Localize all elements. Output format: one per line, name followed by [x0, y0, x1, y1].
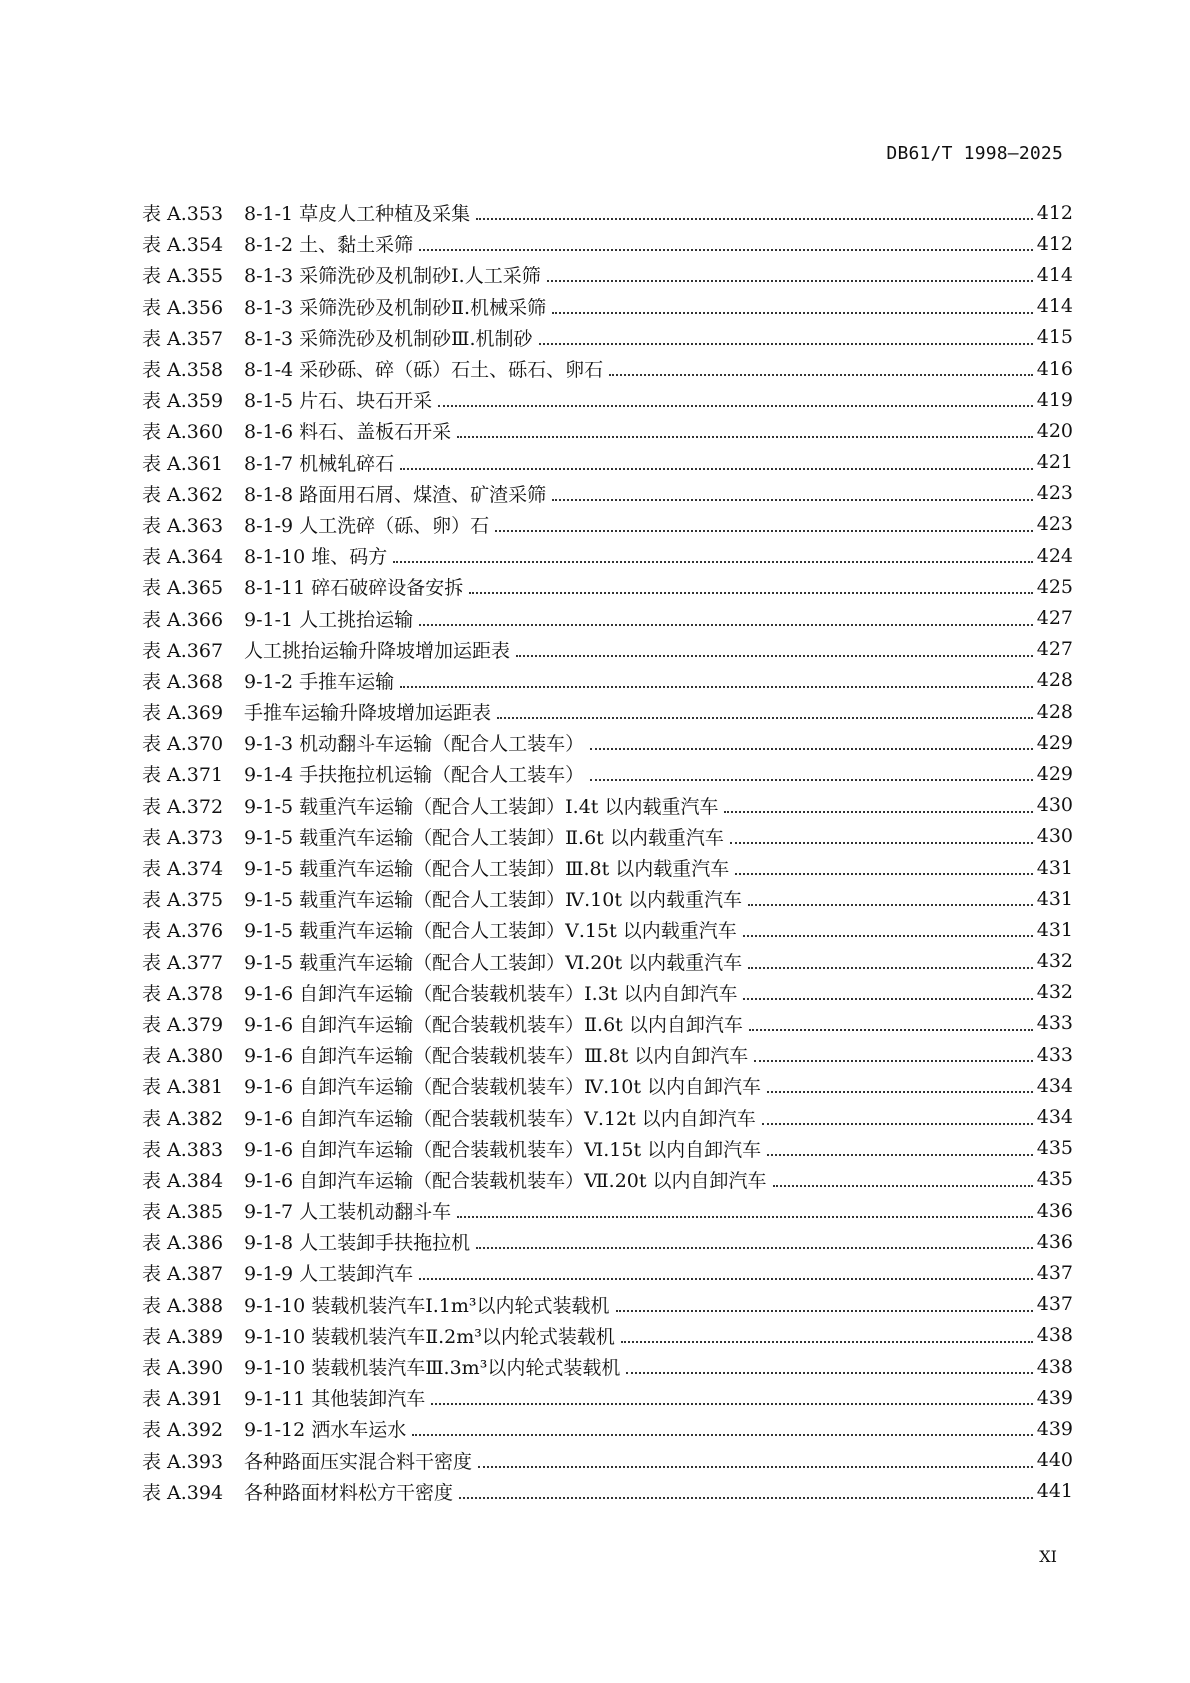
toc-entry[interactable] [142, 852, 1073, 883]
toc-title: 9-1-7 人工装机动翻斗车 [244, 1201, 452, 1224]
toc-title: 9-1-6 自卸汽车运输（配合装载机装车）Ⅲ.8t 以内自卸汽车 [244, 1045, 749, 1068]
toc-title: 9-1-5 载重汽车运输（配合人工装卸）Ⅴ.15t 以内载重汽车 [244, 920, 737, 943]
toc-title: 9-1-8 人工装卸手扶拖拉机 [244, 1232, 471, 1255]
toc-title: 8-1-4 采砂砾、碎（砾）石土、砾石、卵石 [244, 359, 604, 382]
toc-leader-dots [539, 324, 1033, 345]
toc-leader-dots [724, 792, 1032, 813]
toc-page-number: 416 [1036, 357, 1073, 380]
toc-title: 8-1-10 堆、码方 [244, 546, 388, 569]
toc-table-number: 表 A.388 [142, 1294, 224, 1317]
toc-entry[interactable] [142, 1008, 1073, 1039]
toc-table-number: 表 A.354 [142, 234, 224, 257]
toc-leader-dots [457, 417, 1033, 438]
toc-page-number: 424 [1036, 544, 1073, 567]
toc-title: 8-1-3 采筛洗砂及机制砂Ⅱ.机械采筛 [244, 296, 547, 319]
toc-table-number: 表 A.356 [142, 296, 224, 319]
toc-page-number: 431 [1036, 918, 1073, 941]
toc-page-number: 421 [1036, 451, 1073, 474]
toc-title: 9-1-5 载重汽车运输（配合人工装卸）Ⅰ.4t 以内载重汽车 [244, 795, 719, 818]
toc-leader-dots [419, 230, 1033, 251]
toc-entry[interactable] [142, 696, 1073, 727]
page-number: XI [1039, 1547, 1057, 1566]
toc-page-number: 414 [1036, 295, 1073, 318]
toc-entry[interactable] [142, 1320, 1073, 1351]
toc-title: 9-1-6 自卸汽车运输（配合装载机装车）Ⅱ.6t 以内自卸汽车 [244, 1013, 743, 1036]
toc-entry[interactable] [142, 415, 1073, 446]
toc-table-number: 表 A.364 [142, 546, 224, 569]
toc-entry[interactable] [142, 509, 1073, 540]
toc-entry[interactable] [142, 727, 1073, 758]
toc-title: 9-1-6 自卸汽车运输（配合装载机装车）Ⅳ.10t 以内自卸汽车 [244, 1076, 762, 1099]
toc-page-number: 432 [1036, 950, 1073, 973]
toc-table-number: 表 A.391 [142, 1388, 224, 1411]
toc-leader-dots [419, 605, 1033, 626]
toc-table-number: 表 A.384 [142, 1169, 224, 1192]
toc-page-number: 435 [1036, 1137, 1073, 1160]
toc-table-number: 表 A.387 [142, 1263, 224, 1286]
toc-table-number: 表 A.383 [142, 1138, 224, 1161]
toc-title: 8-1-1 草皮人工种植及采集 [244, 203, 471, 226]
toc-page-number: 412 [1036, 201, 1073, 224]
toc-title: 8-1-6 料石、盖板石开采 [244, 421, 452, 444]
toc-leader-dots [552, 293, 1033, 314]
toc-entry[interactable] [142, 1382, 1073, 1413]
toc-table-number: 表 A.377 [142, 951, 224, 974]
toc-page-number: 428 [1036, 700, 1073, 723]
toc-page-number: 441 [1036, 1480, 1073, 1503]
toc-title: 各种路面压实混合料干密度 [244, 1450, 473, 1473]
toc-title: 9-1-10 装载机装汽车Ⅲ.3m³以内轮式装载机 [244, 1357, 621, 1380]
toc-title: 9-1-6 自卸汽车运输（配合装载机装车）Ⅵ.15t 以内自卸汽车 [244, 1138, 762, 1161]
toc-leader-dots [735, 854, 1032, 875]
toc-table-number: 表 A.378 [142, 982, 224, 1005]
toc-leader-dots [767, 1135, 1033, 1156]
toc-entry[interactable] [142, 353, 1073, 384]
toc-entry[interactable] [142, 1164, 1073, 1195]
toc-leader-dots [590, 729, 1033, 750]
toc-page-number: 427 [1036, 607, 1073, 630]
toc-title: 9-1-3 机动翻斗车运输（配合人工装车） [244, 733, 585, 756]
toc-page-number: 434 [1036, 1106, 1073, 1129]
toc-table-number: 表 A.362 [142, 483, 224, 506]
toc-page-number: 419 [1036, 388, 1073, 411]
toc-table-number: 表 A.372 [142, 795, 224, 818]
toc-title: 9-1-1 人工挑抬运输 [244, 608, 414, 631]
toc-page-number: 433 [1036, 1043, 1073, 1066]
toc-title: 8-1-11 碎石破碎设备安拆 [244, 577, 464, 600]
toc-leader-dots [469, 573, 1033, 594]
toc-page-number: 437 [1036, 1261, 1073, 1284]
toc-leader-dots [393, 542, 1033, 563]
toc-leader-dots [754, 1041, 1032, 1062]
toc-entry[interactable] [142, 1133, 1073, 1164]
toc-table-number: 表 A.360 [142, 421, 224, 444]
toc-page-number: 427 [1036, 638, 1073, 661]
toc-leader-dots [609, 355, 1033, 376]
toc-table-number: 表 A.380 [142, 1045, 224, 1068]
toc-leader-dots [767, 1072, 1033, 1093]
toc-leader-dots [616, 1291, 1033, 1312]
toc-entry[interactable] [142, 1413, 1073, 1444]
toc-title: 8-1-3 采筛洗砂及机制砂Ⅰ.人工采筛 [244, 265, 541, 288]
toc-table-number: 表 A.374 [142, 858, 224, 881]
toc-table-number: 表 A.375 [142, 889, 224, 912]
toc-entry[interactable] [142, 790, 1073, 821]
toc-page-number: 428 [1036, 669, 1073, 692]
toc-entry[interactable] [142, 1257, 1073, 1288]
toc-page-number: 436 [1036, 1199, 1073, 1222]
toc-table-number: 表 A.363 [142, 514, 224, 537]
toc-leader-dots [621, 1322, 1033, 1343]
toc-leader-dots [459, 1478, 1033, 1499]
toc-table-number: 表 A.382 [142, 1107, 224, 1130]
table-of-contents [142, 197, 1073, 1507]
toc-page-number: 423 [1036, 482, 1073, 505]
toc-table-number: 表 A.389 [142, 1325, 224, 1348]
toc-title: 9-1-6 自卸汽车运输（配合装载机装车）Ⅰ.3t 以内自卸汽车 [244, 982, 738, 1005]
toc-table-number: 表 A.370 [142, 733, 224, 756]
toc-page-number: 439 [1036, 1417, 1073, 1440]
toc-title: 9-1-5 载重汽车运输（配合人工装卸）Ⅵ.20t 以内载重汽车 [244, 951, 743, 974]
toc-entry[interactable] [142, 291, 1073, 322]
toc-leader-dots [590, 760, 1033, 781]
toc-table-number: 表 A.353 [142, 203, 224, 226]
toc-title: 9-1-12 洒水车运水 [244, 1419, 407, 1442]
toc-title: 9-1-10 装载机装汽车Ⅱ.2m³以内轮式装载机 [244, 1325, 615, 1348]
toc-table-number: 表 A.359 [142, 390, 224, 413]
toc-leader-dots [552, 480, 1033, 501]
toc-entry[interactable] [142, 977, 1073, 1008]
toc-entry[interactable] [142, 946, 1073, 977]
toc-page-number: 414 [1036, 263, 1073, 286]
toc-leader-dots [497, 698, 1033, 719]
toc-page-number: 433 [1036, 1012, 1073, 1035]
toc-entry[interactable] [142, 1039, 1073, 1070]
toc-table-number: 表 A.394 [142, 1481, 224, 1504]
toc-table-number: 表 A.379 [142, 1013, 224, 1036]
toc-entry[interactable] [142, 634, 1073, 665]
toc-leader-dots [400, 667, 1033, 688]
toc-leader-dots [476, 199, 1033, 220]
toc-page-number: 429 [1036, 762, 1073, 785]
toc-entry[interactable] [142, 665, 1073, 696]
toc-entry[interactable] [142, 478, 1073, 509]
toc-title: 9-1-5 载重汽车运输（配合人工装卸）Ⅳ.10t 以内载重汽车 [244, 889, 743, 912]
toc-leader-dots [412, 1415, 1033, 1436]
toc-title: 各种路面材料松方干密度 [244, 1481, 454, 1504]
toc-title: 8-1-3 采筛洗砂及机制砂Ⅲ.机制砂 [244, 327, 533, 350]
toc-title: 9-1-5 载重汽车运输（配合人工装卸）Ⅱ.6t 以内载重汽车 [244, 826, 724, 849]
toc-entry[interactable] [142, 1226, 1073, 1257]
toc-page-number: 435 [1036, 1168, 1073, 1191]
toc-entry[interactable] [142, 540, 1073, 571]
toc-page-number: 431 [1036, 856, 1073, 879]
toc-leader-dots [743, 916, 1033, 937]
toc-entry[interactable] [142, 602, 1073, 633]
toc-page-number: 438 [1036, 1355, 1073, 1378]
toc-leader-dots [743, 979, 1032, 1000]
toc-title: 9-1-11 其他装卸汽车 [244, 1388, 426, 1411]
toc-title: 8-1-5 片石、块石开采 [244, 390, 433, 413]
toc-page-number: 429 [1036, 731, 1073, 754]
toc-table-number: 表 A.367 [142, 639, 224, 662]
toc-entry[interactable] [142, 1351, 1073, 1382]
toc-title: 人工挑抬运输升降坡增加运距表 [244, 639, 511, 662]
toc-title: 9-1-9 人工装卸汽车 [244, 1263, 414, 1286]
toc-table-number: 表 A.376 [142, 920, 224, 943]
toc-page-number: 423 [1036, 513, 1073, 536]
toc-table-number: 表 A.357 [142, 327, 224, 350]
toc-entry[interactable] [142, 821, 1073, 852]
toc-title: 手推车运输升降坡增加运距表 [244, 702, 492, 725]
toc-entry[interactable] [142, 1070, 1073, 1101]
toc-page-number: 425 [1036, 575, 1073, 598]
toc-leader-dots [749, 1010, 1033, 1031]
toc-leader-dots [516, 636, 1033, 657]
toc-leader-dots [773, 1166, 1033, 1187]
toc-leader-dots [478, 1447, 1033, 1468]
toc-title: 9-1-10 装载机装汽车Ⅰ.1m³以内轮式装载机 [244, 1294, 610, 1317]
toc-leader-dots [419, 1259, 1033, 1280]
toc-entry[interactable] [142, 571, 1073, 602]
toc-entry[interactable] [142, 1445, 1073, 1476]
toc-leader-dots [438, 386, 1033, 407]
toc-page-number: 430 [1036, 794, 1073, 817]
toc-table-number: 表 A.373 [142, 826, 224, 849]
toc-page-number: 431 [1036, 887, 1073, 910]
toc-table-number: 表 A.355 [142, 265, 224, 288]
toc-entry[interactable] [142, 259, 1073, 290]
toc-page-number: 440 [1036, 1449, 1073, 1472]
toc-entry[interactable] [142, 1195, 1073, 1226]
toc-entry[interactable] [142, 1289, 1073, 1320]
toc-leader-dots [748, 948, 1033, 969]
toc-table-number: 表 A.390 [142, 1357, 224, 1380]
toc-table-number: 表 A.366 [142, 608, 224, 631]
toc-entry[interactable] [142, 914, 1073, 945]
toc-entry[interactable] [142, 447, 1073, 478]
toc-entry[interactable] [142, 1476, 1073, 1507]
toc-leader-dots [431, 1384, 1033, 1405]
toc-title: 9-1-2 手推车运输 [244, 670, 395, 693]
toc-page-number: 415 [1036, 326, 1073, 349]
toc-table-number: 表 A.393 [142, 1450, 224, 1473]
toc-table-number: 表 A.386 [142, 1232, 224, 1255]
toc-table-number: 表 A.369 [142, 702, 224, 725]
toc-table-number: 表 A.368 [142, 670, 224, 693]
toc-title: 8-1-9 人工洗碎（砾、卵）石 [244, 514, 490, 537]
toc-table-number: 表 A.358 [142, 359, 224, 382]
toc-entry[interactable] [142, 883, 1073, 914]
toc-leader-dots [547, 261, 1033, 282]
toc-page-number: 430 [1036, 825, 1073, 848]
toc-entry[interactable] [142, 228, 1073, 259]
toc-page-number: 420 [1036, 419, 1073, 442]
toc-table-number: 表 A.381 [142, 1076, 224, 1099]
toc-page-number: 436 [1036, 1230, 1073, 1253]
toc-entry[interactable] [142, 322, 1073, 353]
toc-leader-dots [762, 1104, 1033, 1125]
toc-leader-dots [730, 823, 1033, 844]
toc-page-number: 432 [1036, 981, 1073, 1004]
toc-page-number: 434 [1036, 1074, 1073, 1097]
toc-page-number: 439 [1036, 1386, 1073, 1409]
toc-leader-dots [626, 1353, 1032, 1374]
toc-leader-dots [476, 1228, 1033, 1249]
toc-table-number: 表 A.371 [142, 764, 224, 787]
toc-leader-dots [400, 449, 1033, 470]
toc-title: 9-1-4 手扶拖拉机运输（配合人工装车） [244, 764, 585, 787]
toc-title: 8-1-7 机械轧碎石 [244, 452, 395, 475]
toc-title: 9-1-6 自卸汽车运输（配合装载机装车）Ⅴ.12t 以内自卸汽车 [244, 1107, 756, 1130]
toc-leader-dots [495, 511, 1033, 532]
toc-entry[interactable] [142, 197, 1073, 228]
toc-title: 9-1-5 载重汽车运输（配合人工装卸）Ⅲ.8t 以内载重汽车 [244, 858, 730, 881]
toc-title: 8-1-8 路面用石屑、煤渣、矿渣采筛 [244, 483, 547, 506]
toc-page-number: 437 [1036, 1293, 1073, 1316]
toc-page-number: 438 [1036, 1324, 1073, 1347]
toc-page-number: 412 [1036, 232, 1073, 255]
toc-entry[interactable] [142, 1101, 1073, 1132]
toc-leader-dots [748, 885, 1033, 906]
toc-leader-dots [457, 1197, 1033, 1218]
document-code: DB61/T 1998—2025 [886, 143, 1063, 164]
toc-title: 8-1-2 土、黏土采筛 [244, 234, 414, 257]
toc-entry[interactable] [142, 758, 1073, 789]
toc-table-number: 表 A.385 [142, 1201, 224, 1224]
toc-entry[interactable] [142, 384, 1073, 415]
toc-title: 9-1-6 自卸汽车运输（配合装载机装车）Ⅶ.20t 以内自卸汽车 [244, 1169, 767, 1192]
toc-table-number: 表 A.361 [142, 452, 224, 475]
toc-table-number: 表 A.392 [142, 1419, 224, 1442]
toc-table-number: 表 A.365 [142, 577, 224, 600]
